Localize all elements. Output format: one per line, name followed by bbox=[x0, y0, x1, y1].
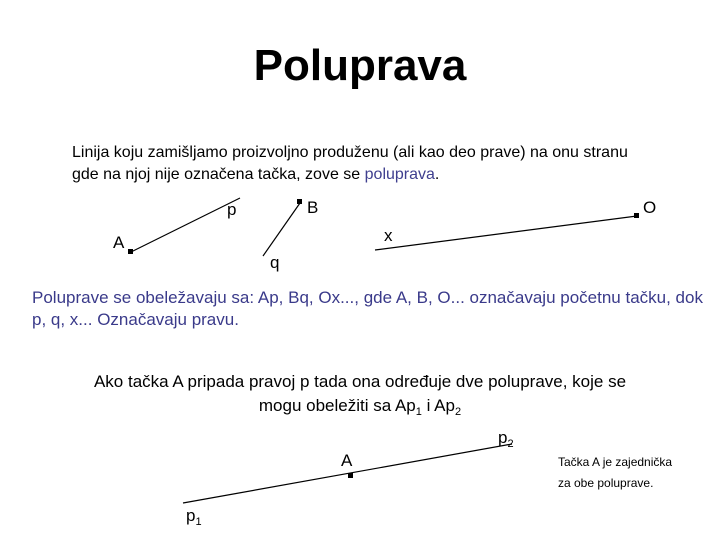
point-a-marker bbox=[128, 249, 133, 254]
ako-line-2-start: mogu obeležiti sa Ap bbox=[258, 396, 416, 415]
label-p1-sub: 1 bbox=[195, 516, 202, 528]
ray-ox bbox=[375, 216, 637, 250]
label-p2-base: p bbox=[498, 428, 508, 447]
label-p1 bbox=[186, 506, 202, 532]
label-o: O bbox=[643, 198, 657, 217]
ako-sub-1: 1 bbox=[415, 406, 422, 418]
label-q: q bbox=[270, 253, 280, 272]
label-a-line: A bbox=[341, 451, 353, 470]
label-p1-base: p bbox=[186, 506, 196, 525]
ako-line-1: Ako tačka A pripada pravoj p tada ona određuje dve poluprave, koje se bbox=[93, 372, 627, 391]
side-note-line-2: za obe poluprave. bbox=[558, 476, 654, 490]
label-b: B bbox=[307, 198, 319, 217]
ako-sub-2: 2 bbox=[454, 406, 462, 418]
definition-highlight: poluprava bbox=[364, 166, 435, 183]
label-p: p bbox=[227, 200, 237, 219]
ray-bq bbox=[263, 203, 300, 256]
point-b-marker bbox=[297, 199, 302, 204]
side-note-line-1: Tačka A je zajednička bbox=[558, 455, 673, 469]
side-note bbox=[558, 452, 708, 494]
ray-ap bbox=[131, 198, 240, 252]
ako-text bbox=[60, 370, 660, 424]
ako-line-2 bbox=[60, 394, 660, 424]
label-x: x bbox=[384, 226, 393, 245]
label-p2 bbox=[498, 428, 514, 454]
definition-text-end: . bbox=[434, 166, 440, 183]
point-a-on-line-marker bbox=[348, 473, 353, 478]
label-p2-sub: 2 bbox=[507, 438, 514, 450]
point-o-marker bbox=[634, 213, 639, 218]
ako-middle: i Ap bbox=[421, 396, 455, 415]
page-title: Poluprava bbox=[253, 41, 467, 90]
notation-text: Poluprave se obeležavaju sa: Ap, Bq, Ox..., gde A, B, O... označavaju početnu tačku, dok p, q, x... Označavaju pravu. bbox=[32, 288, 703, 329]
label-a-ray: A bbox=[113, 233, 125, 252]
definition-text-start: Linija koju zamišljamo proizvoljno produženu (ali kao deo prave) na onu stranu gde na njoj nije označena tačka, zove se bbox=[72, 144, 628, 183]
